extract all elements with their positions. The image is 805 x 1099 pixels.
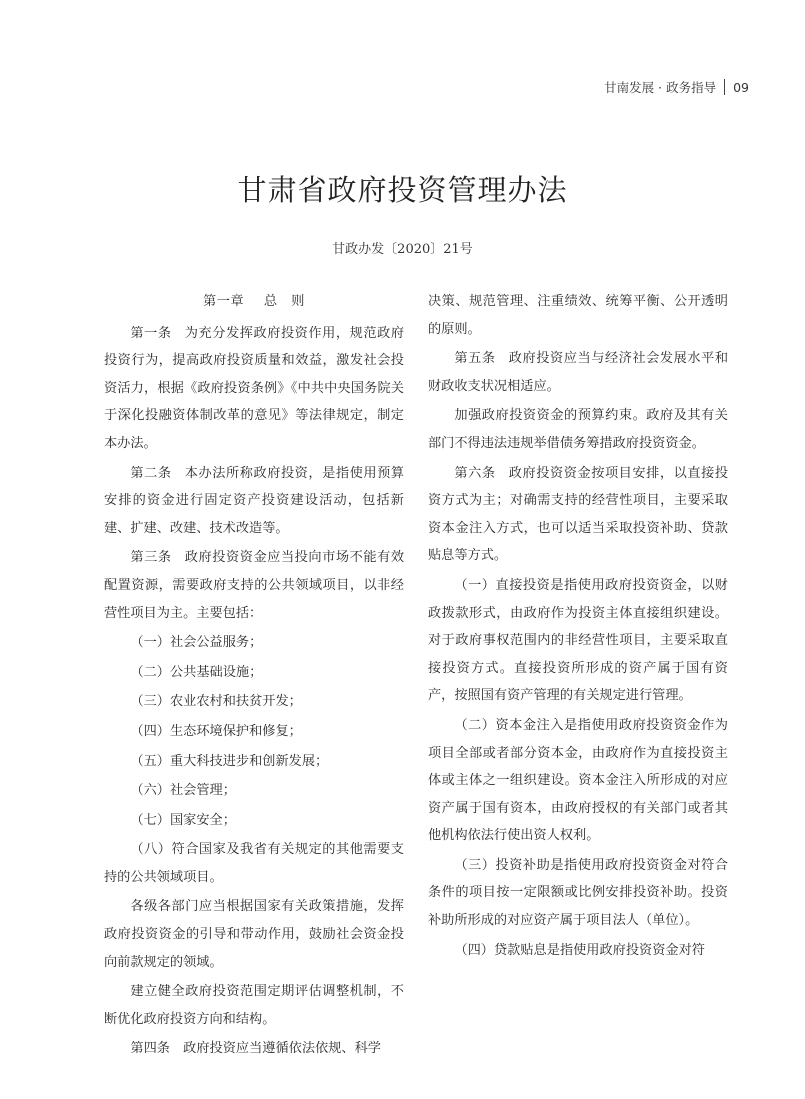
chapter-name: 总 则 xyxy=(263,294,305,309)
document-number: 甘政办发〔2020〕21号 xyxy=(332,242,473,257)
page-header xyxy=(604,78,749,96)
list-item: （三）农业农村和扶贫开发； xyxy=(130,694,302,710)
article-5 xyxy=(428,345,728,400)
list-item: （四）生态环境保护和修复； xyxy=(130,723,302,739)
article-4-continued: 决策、规范管理、注重绩效、统筹平衡、公开透明的原则。 xyxy=(428,294,728,337)
article-2 xyxy=(104,460,404,543)
article-label: 第二条 xyxy=(130,465,172,481)
list-item: （五）重大科技进步和创新发展； xyxy=(130,753,329,769)
article-6 xyxy=(428,460,728,570)
article-text: 政府投资资金按项目安排，以直接投资方式为主；对确需支持的经营性项目，主要采取资本金注入方式，也可以适当采取投资补助、贷款贴息等方式。 xyxy=(428,465,729,564)
list-item: （六）社会管理； xyxy=(130,783,236,799)
article-text: 政府投资资金应当投向市场不能有效配置资源，需要政府支持的公共领域项目，以非经营性项目为主。主要包括： xyxy=(104,550,405,621)
article-label: 第五条 xyxy=(454,351,496,367)
subsection-1: （一）直接投资是指使用政府投资资金，以财政拨款形式，由政府作为投资主体直接组织建设。对于政府事权范围内的非经营性项目，主要采取直接投资方式。直接投资所形成的资产属于国有资产，按照国有资产管理的有关规定进行管理。 xyxy=(428,577,728,704)
paragraph-budget: 加强政府投资资金的预算约束。政府及其有关部门不得违法违规举借债务筹措政府投资资金。 xyxy=(428,408,728,451)
header-divider xyxy=(724,79,725,95)
chapter-label: 第一章 xyxy=(203,294,245,309)
list-item: （一）社会公益服务； xyxy=(130,635,263,651)
article-label: 第三条 xyxy=(130,550,172,566)
list-item: （七）国家安全； xyxy=(130,812,236,828)
left-column xyxy=(104,288,404,1065)
subsection-4: （四）贷款贴息是指使用政府投资资金对符 xyxy=(454,942,705,958)
chapter-heading xyxy=(104,288,404,316)
article-4 xyxy=(104,1035,404,1063)
article-label: 第六条 xyxy=(454,465,496,481)
article-text: 为充分发挥政府投资作用，规范政府投资行为，提高政府投资质量和效益，激发社会投资活力，根据《政府投资条例》《中共中央国务院关于深化投融资体制改革的意见》等法律规定，制定本办法。 xyxy=(104,325,405,451)
article-1 xyxy=(104,320,404,458)
subsection-3: （三）投资补助是指使用政府投资资金对符合条件的项目按一定限额或比例安排投资补助。投资补助所形成的对应资产属于项目法人（单位）。 xyxy=(428,857,728,929)
article-text: 政府投资应当与经济社会发展水平和财政收支状况相适应。 xyxy=(428,351,729,394)
header-section: 甘南发展 · 政务指导 xyxy=(604,80,717,95)
article-text: 政府投资应当遵循依法依规、科学 xyxy=(183,1041,381,1057)
article-text: 本办法所称政府投资，是指使用预算安排的资金进行固定资产投资建设活动，包括新建、扩建、改建、技术改造等。 xyxy=(104,465,405,536)
list-item: （二）公共基础设施； xyxy=(130,664,263,680)
article-label: 第四条 xyxy=(130,1041,170,1057)
right-column xyxy=(428,288,728,966)
article-3 xyxy=(104,544,404,627)
page-number: 09 xyxy=(733,79,749,95)
document-title: 甘肃省政府投资管理办法 xyxy=(237,173,568,207)
paragraph-guide: 各级各部门应当根据国家有关政策措施，发挥政府投资资金的引导和带动作用，鼓励社会资金投向前款规定的领域。 xyxy=(104,899,404,970)
article-label: 第一条 xyxy=(130,325,172,341)
paragraph-mechanism: 建立健全政府投资范围定期评估调整机制，不断优化政府投资方向和结构。 xyxy=(104,984,404,1027)
subsection-2: （二）资本金注入是指使用政府投资资金作为项目全部或者部分资本金，由政府作为直接投资主体或主体之一组织建设。资本金注入所形成的对应资产属于国有资本，由政府授权的有关部门或者其他机构依法行使出资人权利。 xyxy=(428,717,728,844)
list-item: （八）符合国家及我省有关规定的其他需要支持的公共领域项目。 xyxy=(104,842,404,885)
